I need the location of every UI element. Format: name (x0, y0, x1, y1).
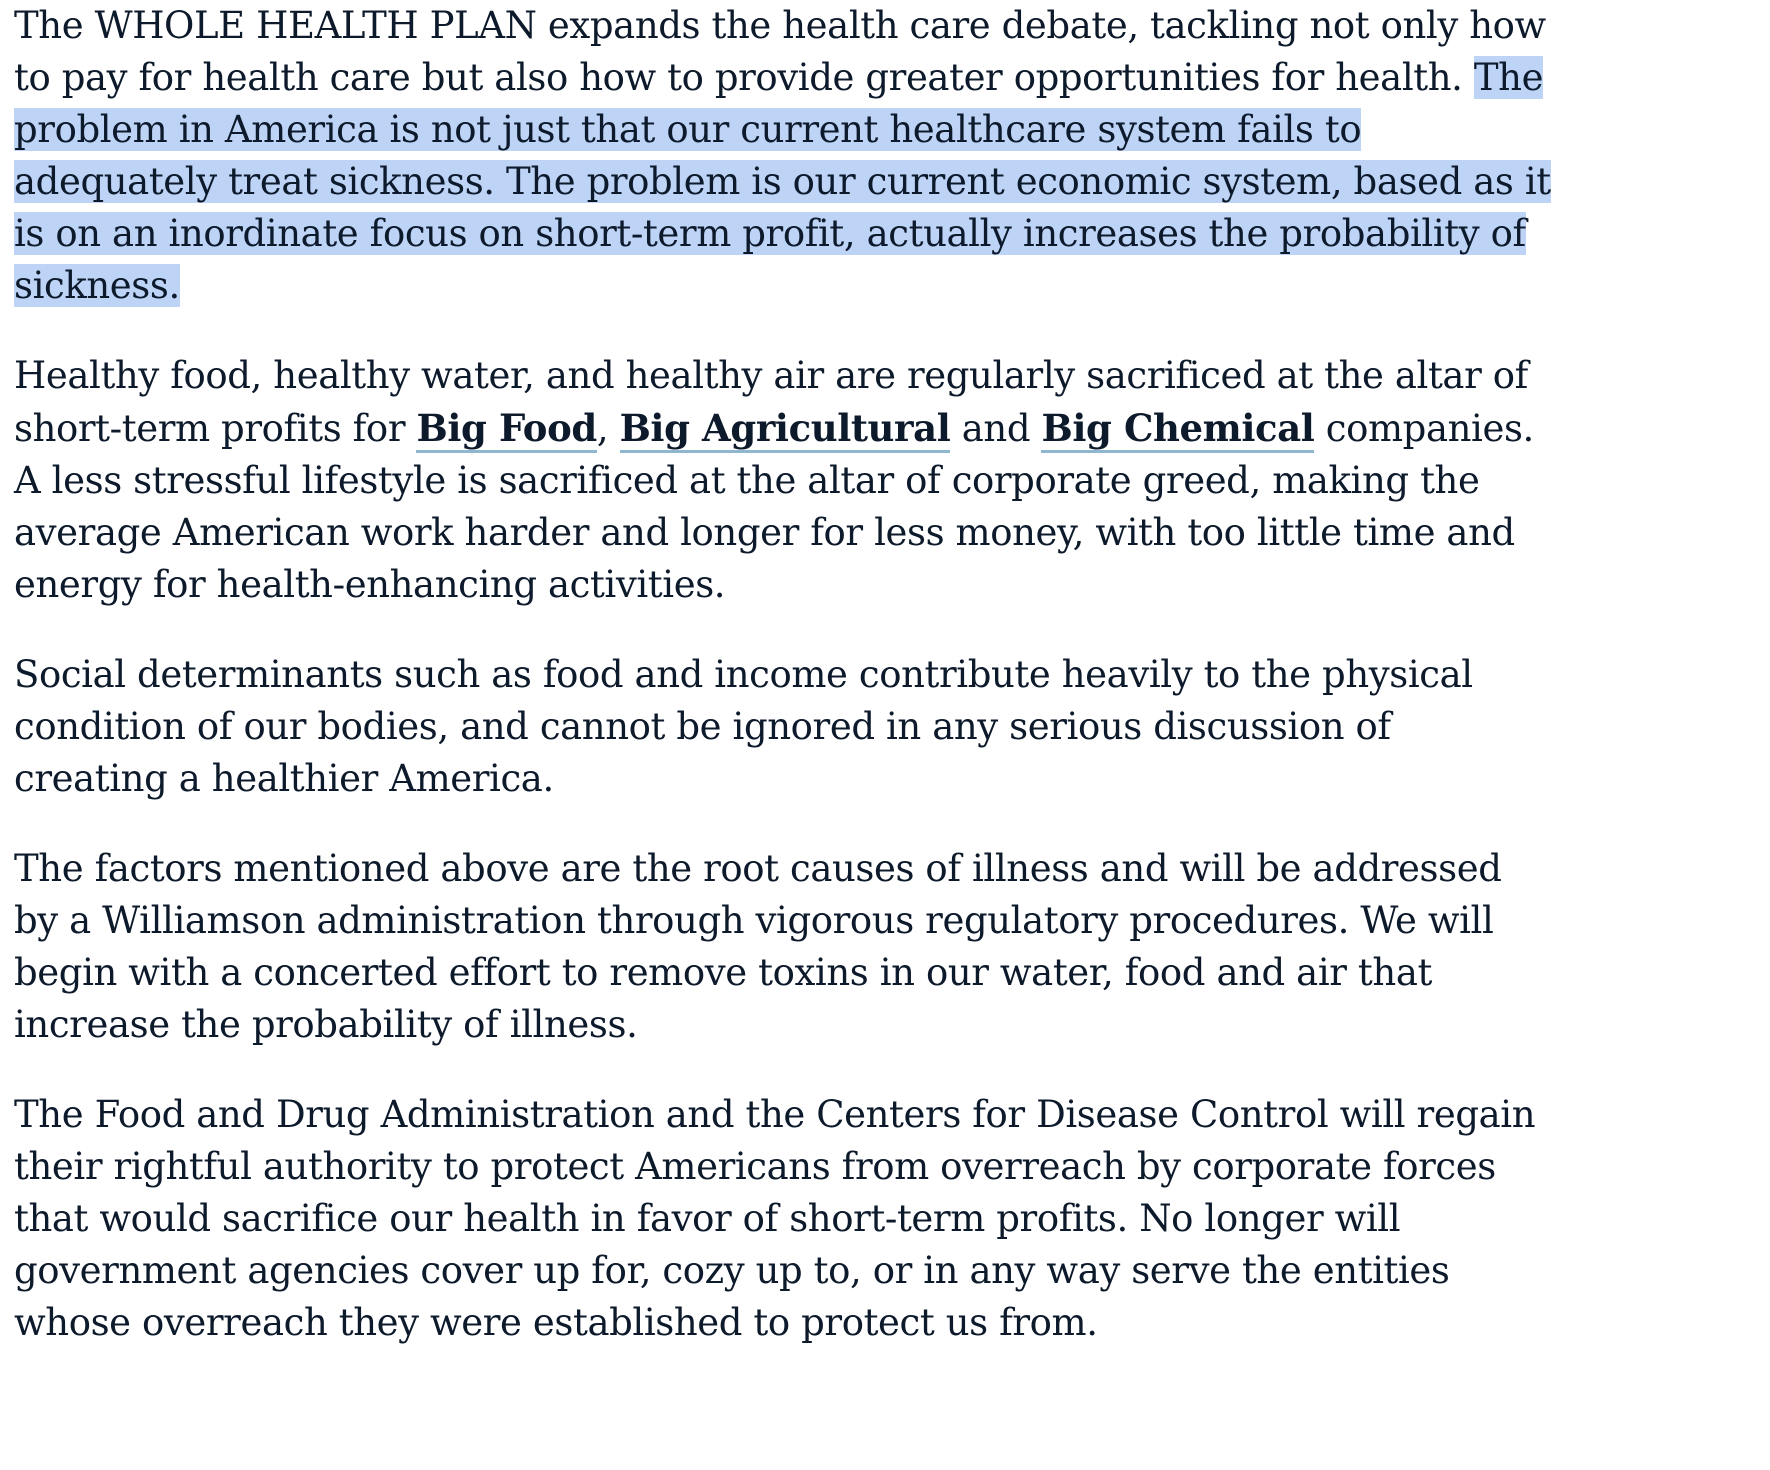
article-body (14, 0, 1554, 1387)
big-chemical-link[interactable]: Big Chemical (1041, 406, 1314, 453)
separator-text: and (950, 407, 1042, 450)
paragraph-text: Healthy food, healthy water, and healthy air are regularly sacrificed at the altar of short-term profits for (14, 354, 1528, 450)
paragraph-healthy-food (14, 350, 1554, 611)
big-agricultural-link[interactable]: Big Agricultural (620, 406, 951, 453)
paragraph-root-causes: The factors mentioned above are the root causes of illness and will be addressed by a Williamson administration through vigorous regulatory procedures. We will begin with a concerted effort to remove toxins in our water, food and air that increase the probability of illness. (14, 847, 1502, 1046)
paragraph-text: companies. A less stressful lifestyle is sacrificed at the altar of corporate greed, making the average American work harder and longer for less money, with too little time and energy for health-enhancing activities. (14, 407, 1534, 606)
selected-text: The problem in America is not just that our current healthcare system fails to adequately treat sickness. The problem is our current economic system, based as it is on an inordinate focus on short-term profit, actually increases the probability of sickness. (14, 56, 1551, 307)
paragraph-fda-cdc: The Food and Drug Administration and the Centers for Disease Control will regain their rightful authority to protect Americans from overreach by corporate forces that would sacrifice our health in favor of short-term profits. No longer will government agencies cover up for, cozy up to, or in any way serve the entities whose overreach they were established to protect us from. (14, 1093, 1536, 1344)
paragraph-intro (14, 0, 1554, 312)
big-food-link[interactable]: Big Food (416, 406, 596, 453)
paragraph-social-determinants: Social determinants such as food and income contribute heavily to the physical condition of our bodies, and cannot be ignored in any serious discussion of creating a healthier America. (14, 653, 1473, 800)
intro-text: The WHOLE HEALTH PLAN expands the health care debate, tackling not only how to pay for health care but also how to provide greater opportunities for health. (14, 4, 1546, 99)
separator-text: , (596, 407, 620, 450)
